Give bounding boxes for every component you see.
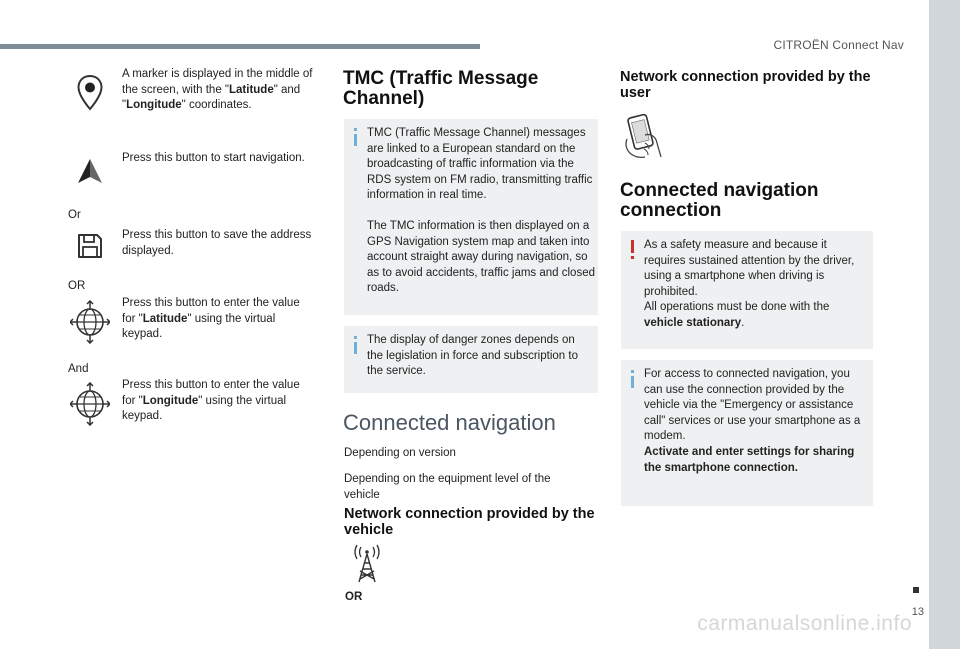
map-marker-icon: [76, 74, 104, 112]
or-connector-2: OR: [68, 280, 86, 292]
header-rule: [0, 44, 480, 49]
watermark: carmanualsonline.info: [697, 612, 912, 635]
smartphone-hand-icon: [623, 113, 669, 161]
or-label: OR: [345, 591, 363, 603]
warning-text-2: All operations must be done with the vehicle stationary.: [644, 301, 830, 329]
connection-info-box: [621, 360, 873, 506]
danger-zones-text: The display of danger zones depends on the legislation in force and subscription to the service.: [367, 334, 578, 377]
longitude-description: Press this button to enter the value for "Longitude" using the virtual keypad.: [122, 379, 300, 422]
and-connector: And: [68, 363, 89, 375]
warning-icon: [631, 240, 634, 253]
info-icon: [354, 336, 357, 339]
info-icon: [354, 128, 357, 131]
globe-longitude-icon: [70, 382, 110, 426]
info-icon: [631, 370, 634, 373]
safety-warning-box: [621, 231, 873, 349]
tmc-info-text-1: TMC (Traffic Message Channel) messages are linked to a European standard on the broadcasting of traffic information via the RDS system on FM radio, transmitting traffic information in real time.: [367, 127, 593, 201]
connection-info-text: For access to connected navigation, you can use the connection provided by the vehicle via the "Emergency or assistance call" services or use your smartphone as a modem.: [644, 368, 861, 442]
side-tab-strip: [929, 0, 960, 649]
page-number: 13: [911, 606, 924, 618]
save-icon: [76, 232, 104, 260]
antenna-icon: [350, 544, 384, 584]
connection-heading: Connected navigation connection: [620, 180, 819, 221]
warning-text-1: As a safety measure and because it requires sustained attention by the driver, using a smartphone when driving is prohibited.: [644, 239, 855, 298]
end-marker: [913, 587, 919, 593]
or-connector-1: Or: [68, 209, 81, 221]
latitude-description: Press this button to enter the value for "Latitude" using the virtual keypad.: [122, 297, 300, 340]
tmc-info-box: [344, 119, 598, 315]
tmc-heading: TMC (Traffic Message Channel): [343, 68, 539, 109]
save-description: Press this button to save the address displayed.: [122, 229, 312, 257]
version-note: Depending on version: [344, 447, 456, 459]
marker-description: A marker is displayed in the middle of the screen, with the "Latitude" and "Longitude" coordinates.: [122, 68, 313, 111]
tmc-info-text-2: The TMC information is then displayed on a GPS Navigation system map and taken into account straight away during navigation, so as to avoid accidents, traffic jams and closed roads.: [367, 220, 595, 294]
equipment-note: Depending on the equipment level of the vehicle: [344, 473, 551, 501]
connected-navigation-heading: Connected navigation: [343, 410, 556, 435]
danger-zones-info-box: [344, 326, 598, 393]
connection-info-bold: Activate and enter settings for sharing the smartphone connection.: [644, 446, 855, 474]
network-user-heading: Network connection provided by the user: [620, 69, 871, 101]
start-navigation-description: Press this button to start navigation.: [122, 152, 305, 164]
start-navigation-icon: [77, 158, 103, 184]
globe-latitude-icon: [70, 300, 110, 344]
network-vehicle-heading: Network connection provided by the vehicle: [344, 506, 595, 538]
page-header-title: CITROËN Connect Nav: [773, 38, 904, 52]
